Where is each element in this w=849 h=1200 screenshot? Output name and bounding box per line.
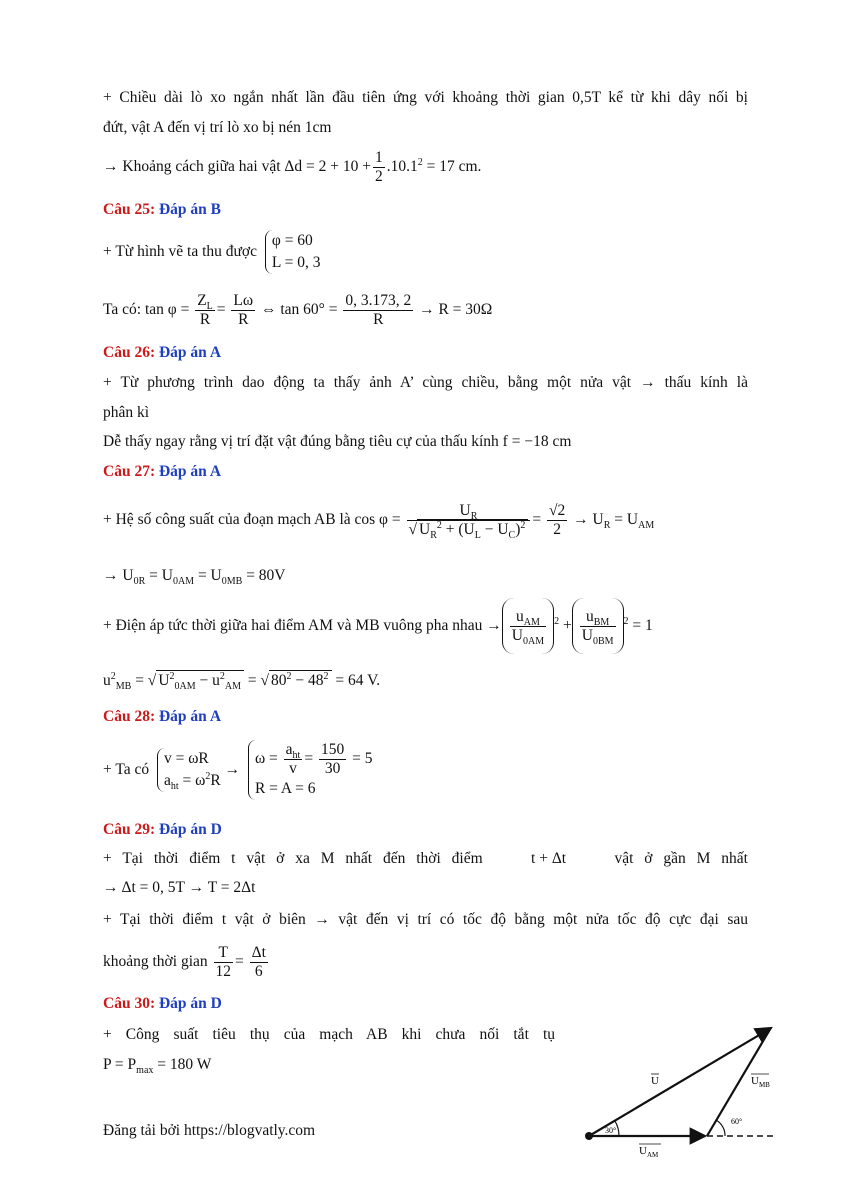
q29-line-4-text: khoảng thời gian <box>103 953 208 970</box>
intro-frac-num: 1 <box>375 148 383 166</box>
q25-frac-lw <box>231 292 255 329</box>
q25-iff: ⇔ tan 60° = <box>260 301 338 318</box>
origin-point <box>585 1132 593 1140</box>
footer-credit: Đăng tải bởi https://blogvatly.com <box>103 1122 316 1139</box>
q27-line-2-text: → U <box>103 567 134 584</box>
q29-frac-t12 <box>214 944 234 981</box>
q27-sqrt2: √2 <box>549 501 566 519</box>
q27-ur-num: U <box>459 501 471 519</box>
q27-line-2-rest: = 80V <box>242 567 286 584</box>
q27-cos: cos φ = <box>354 511 401 528</box>
q27-line-3-text: + Điện áp tức thời giữa hai điểm AM và MB vuông pha nhau <box>103 617 483 634</box>
q25-tan: tan φ = <box>144 301 190 318</box>
q25-heading <box>103 200 748 220</box>
q27-paren-am: $\frac{u_{AM}}{U_{0AM}}$ <box>502 598 554 654</box>
angle-60-label: 60° <box>731 1117 743 1126</box>
q28-system-1: v = ωR $a_{ht} = \omega^2R$ <box>157 748 221 792</box>
q25-frac-num <box>343 292 413 329</box>
q30-heading <box>103 994 748 1014</box>
q25-ta-co: Ta có: <box>103 301 142 318</box>
label-uam: $U_{AM}$ <box>639 1145 659 1159</box>
intro-eq-a: Δd = 2 + 10 + <box>284 158 371 175</box>
q26-line-1: + Từ phương trình dao động ta thấy ảnh A’ cùng chiều, bằng một nửa vật → thấu kính là <box>103 374 748 391</box>
q29-line-1-text: + Tại thời điểm t vật ở xa M nhất đến thời điểm <box>103 850 483 867</box>
q28-system-2: ω = $\frac{a_{ht}}{v}$ = $\frac{150}{30}$ = 5 R = A = 6 <box>248 740 373 800</box>
q26-focal: f = −18 cm <box>502 433 572 450</box>
q29-line-4: khoảng thời gian $\frac{T}{12}$ = $\frac{\Delta t}{6}$ <box>103 943 266 980</box>
q25-result: → R = 30Ω <box>419 301 493 318</box>
intro-fraction <box>373 149 385 186</box>
q26-label: Câu 26: <box>103 344 156 361</box>
q27-label: Câu 27: <box>103 463 156 480</box>
intro-line-3: → Khoảng cách giữa hai vật Δd = 2 + 10 + $\frac{1}{2}$ $.10.1^2 = 17$ cm. <box>103 148 482 185</box>
q25-answer: Đáp án B <box>158 201 222 218</box>
q29-line-3: + Tại thời điểm t vật ở biên → vật đến vị trí có tốc độ bằng một nửa tốc độ cực đại sau <box>103 911 748 928</box>
q29-dt: Δt <box>251 943 266 961</box>
q26-line-2: phân kì <box>103 404 150 421</box>
q25-sys-2: L = 0, 3 <box>271 254 321 272</box>
q27-line-4: $u^2_{MB}$ = √ $U^2_{0AM} - u^2_{AM}$ = √ $80^2 - 48^2 = 64$ V. <box>103 670 381 693</box>
q25-r-1: R <box>199 310 211 328</box>
q29-line-1 <box>103 849 748 869</box>
q29-label: Câu 29: <box>103 821 156 838</box>
q25-frac-zl: $\frac{Z_L}{R}$ <box>197 291 213 328</box>
q25-r-2: R <box>238 310 249 328</box>
q27-frac-ur: $\frac{U_R}{√ U_R^2 + (U_L - U_C)^2}$ <box>407 502 531 539</box>
q27-frac-sqrt2 <box>547 502 567 539</box>
q25-system <box>265 230 321 274</box>
angle-30-label: 30° <box>605 1126 617 1135</box>
q27-line-4-tail: = 64 V. <box>331 672 381 689</box>
q25-line-1-text: + Từ hình vẽ ta thu được <box>103 243 257 260</box>
q27-eq-one: = 1 <box>632 617 653 634</box>
q27-line-1: + Hệ số công suất của đoạn mạch AB là cos φ = $\frac{U_R}{√ U_R^2 + (U_L - U_C)^2}$ = $\frac{√2}{2}$ → $U_R = U_{AM}$ <box>103 501 655 542</box>
q29-answer: Đáp án D <box>158 821 222 838</box>
q29-line-1-eq: t + Δt <box>531 850 567 867</box>
intro-frac-den: 2 <box>375 167 383 185</box>
q28-v: v <box>289 760 297 778</box>
intro-line-3-text: → Khoảng cách giữa hai vật <box>103 158 281 175</box>
intro-eq-c: = 17 cm. <box>422 158 482 175</box>
q27-answer: Đáp án A <box>158 463 222 480</box>
q30-label: Câu 30: <box>103 995 156 1012</box>
q26-heading <box>103 343 748 363</box>
q27-two: 2 <box>553 520 562 538</box>
q25-line-1 <box>103 228 748 276</box>
q30-line-2-sub: max <box>136 1065 154 1077</box>
q29-T: T <box>214 944 234 963</box>
q26-line-3-text: Dễ thấy ngay rằng vị trí đặt vật đúng bằng tiêu cự của thấu kính <box>103 433 499 450</box>
q28-150: 150 <box>320 741 345 759</box>
angle-arc-60 <box>716 1120 725 1136</box>
q25-num: 0, 3.173, 2 <box>345 291 412 309</box>
q28-s1: v = ωR <box>163 750 209 768</box>
q27-heading <box>103 462 748 482</box>
vector-u <box>589 1028 771 1136</box>
intro-eq-b: .10.1 <box>386 158 418 175</box>
q29-frac-dt6 <box>250 944 268 981</box>
intro-line-2: đứt, vật A đến vị trí lò xo bị nén 1cm <box>103 119 332 136</box>
q28-s2: R <box>210 772 221 790</box>
q28-w-eq: ω = <box>254 750 278 768</box>
q30-answer: Đáp án D <box>158 995 222 1012</box>
label-umb: $U_{MB}$ <box>751 1075 770 1089</box>
q28-label: Câu 28: <box>103 708 156 725</box>
q29-heading <box>103 820 748 840</box>
q28-line-1: + Ta có v = ωR $a_{ht} = \omega^2R$ → ω = $\frac{a_{ht}}{v}$ = $\frac{150}{30}$ = 5 R = A = 6 <box>103 734 748 806</box>
q30-line-1: + Công suất tiêu thụ của mạch AB khi chưa nối tắt tụ <box>103 1026 555 1043</box>
q29-line-2: → Δt = 0, 5T → T = 2Δt <box>103 879 256 896</box>
q28-ra: R = A = 6 <box>254 780 316 798</box>
q25-r-3: R <box>373 310 384 328</box>
q27-result-a: → U <box>573 511 604 528</box>
q27-result-b: = U <box>610 511 639 528</box>
q25-lw: Lω <box>233 291 254 309</box>
q26-answer: Đáp án A <box>158 344 222 361</box>
q25-sys-1: φ = 60 <box>271 232 313 250</box>
q28-eq5: = 5 <box>352 750 373 768</box>
q29-line-1-end: vật ở gần M nhất <box>614 850 748 867</box>
q27-line-3: + Điện áp tức thời giữa hai điểm AM và MB vuông pha nhau → $\frac{u_{AM}}{U_{0AM}}$ $^2$ + $\frac{u_{BM}}{U_{0BM}}$ $^2$ = 1 <box>103 598 748 654</box>
q28-30: 30 <box>324 760 341 778</box>
q29-12: 12 <box>215 962 231 980</box>
intro-line-1: + Chiều dài lò xo ngắn nhất lần đầu tiên ứng với khoảng thời gian 0,5T kể từ khi dây nối bị <box>103 89 748 106</box>
q28-answer: Đáp án A <box>158 708 222 725</box>
q30-line-2-text: P = P <box>103 1056 137 1073</box>
q27-line-1-text: + Hệ số công suất của đoạn mạch AB là <box>103 511 351 528</box>
q27-paren-bm: $\frac{u_{BM}}{U_{0BM}}$ <box>572 598 624 654</box>
q25-label: Câu 25: <box>103 201 156 218</box>
q25-line-2: Ta có: tan φ = $\frac{Z_L}{R}$ = $\frac{L\omega}{R}$ ⇔ tan 60° = $\frac{0, 3.173, 2}{R}$ → R = 30Ω <box>103 291 493 328</box>
label-u: U <box>651 1075 659 1087</box>
q29-6: 6 <box>254 962 263 980</box>
q26-line-3 <box>103 432 748 452</box>
q27-line-2: → $U_{0R} = U_{0AM} = U_{0MB} = 80V$ <box>103 567 286 588</box>
q30-line-2-rest: = 180 W <box>153 1056 212 1073</box>
q28-prefix: + Ta có <box>103 761 150 778</box>
q28-heading <box>103 707 748 727</box>
phasor-diagram <box>575 1018 790 1168</box>
q25-zl: Z <box>197 291 207 309</box>
